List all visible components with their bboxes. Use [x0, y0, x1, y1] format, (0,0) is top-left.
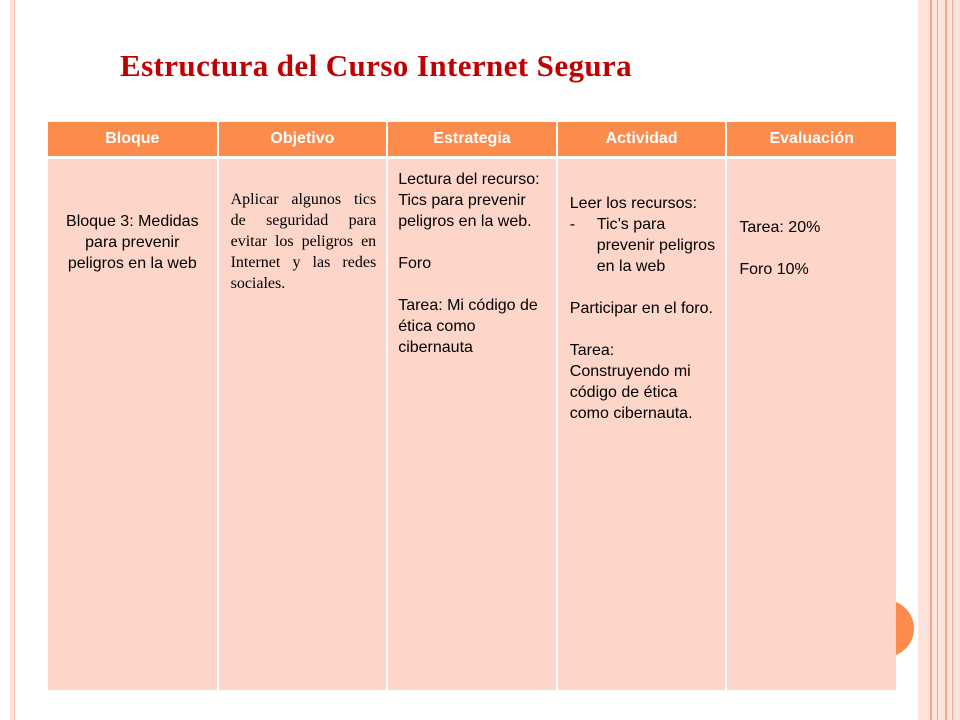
- actividad-participar: Participar en el foro.: [569, 300, 713, 317]
- bullet-marker: -: [569, 216, 576, 233]
- cell-objetivo: [218, 158, 388, 691]
- header-evaluacion: Evaluación: [726, 122, 896, 158]
- actividad-bullet-text: Tic’s para prevenir peligros en la web: [596, 216, 716, 275]
- slide-left-border: [0, 0, 15, 720]
- actividad-tarea: Tarea: Construyendo mi código de ética como cibernauta.: [569, 342, 693, 422]
- header-bloque: Bloque: [48, 122, 218, 158]
- evaluacion-tarea: Tarea: 20%: [739, 219, 821, 236]
- header-actividad: Actividad: [557, 122, 727, 158]
- estrategia-tarea: Tarea: Mi código de ética como cibernauta: [398, 297, 538, 356]
- actividad-intro: Leer los recursos:: [569, 195, 697, 212]
- header-objetivo: Objetivo: [218, 122, 388, 158]
- course-structure-table: [48, 122, 896, 690]
- estrategia-lectura: Lectura del recurso: Tics para prevenir peligros en la web.: [398, 171, 540, 230]
- cell-evaluacion: [726, 158, 896, 691]
- bloque-text: Bloque 3: Medidas para prevenir peligros en la web: [66, 213, 199, 272]
- slide-right-border: [918, 0, 960, 720]
- table-row: [48, 158, 896, 691]
- header-estrategia: Estrategia: [387, 122, 557, 158]
- cell-actividad: [557, 158, 727, 691]
- cell-bloque: [48, 158, 218, 691]
- evaluacion-foro: Foro 10%: [739, 261, 809, 278]
- objetivo-text: Aplicar algunos tics de seguridad para evitar los peligros en Internet y las redes sociales.: [230, 191, 377, 292]
- cell-estrategia: [387, 158, 557, 691]
- estrategia-foro: Foro: [398, 255, 432, 272]
- actividad-bullet-item: [570, 214, 718, 277]
- slide-title: Estructura del Curso Internet Segura: [120, 48, 633, 83]
- table-header-row: [48, 122, 896, 158]
